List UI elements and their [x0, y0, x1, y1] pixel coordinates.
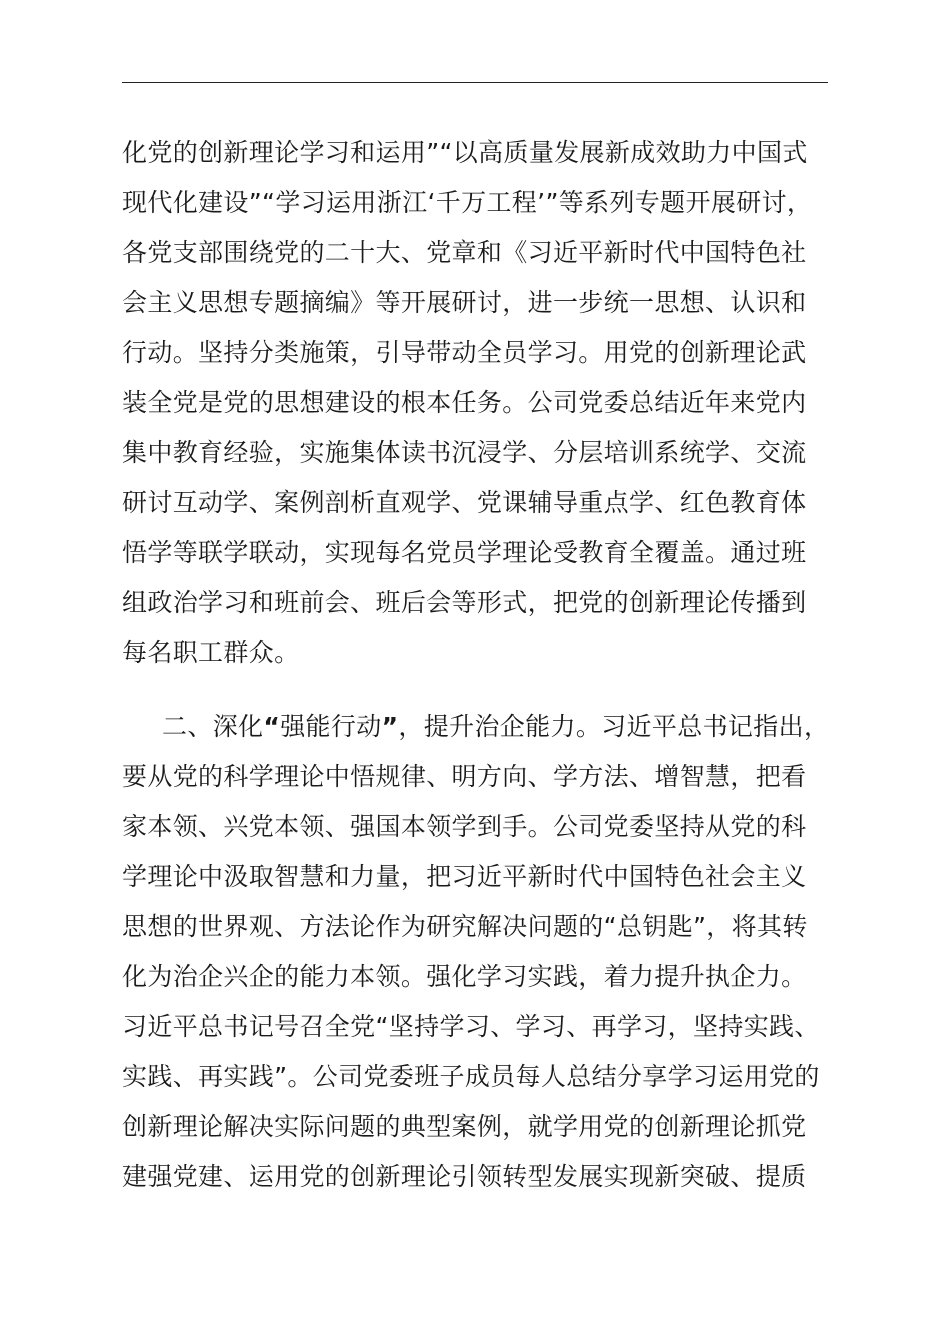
text-line: 集中教育经验，实施集体读书沉浸学、分层培训系统学、交流 — [122, 438, 807, 467]
heading-close-quote: ” — [381, 712, 399, 741]
text-line: 家本领、兴党本领、强国本领学到手。公司党委坚持从党的科 — [122, 812, 807, 841]
header-rule — [122, 82, 828, 83]
paragraph-spacer — [122, 678, 862, 702]
text-line: 建强党建、运用党的创新理论引领转型发展实现新突破、提质 — [122, 1162, 807, 1191]
text-line: 行动。坚持分类施策，引导带动全员学习。用党的创新理论武 — [122, 338, 807, 367]
text-line: 组政治学习和班前会、班后会等形式，把党的创新理论传播到 — [122, 588, 807, 617]
text-line: 每名职工群众。 — [122, 638, 300, 667]
text-line: 装全党是党的思想建设的根本任务。公司党委总结近年来党内 — [122, 388, 807, 417]
text-line: 习近平总书记号召全党“坚持学习、学习、再学习，坚持实践、 — [122, 1012, 820, 1041]
text-line: 悟学等联学联动，实现每名党员学理论受教育全覆盖。通过班 — [122, 538, 807, 567]
text-line: 实践、再实践”。公司党委班子成员每人总结分享学习运用党的 — [122, 1062, 820, 1091]
text-line: 学理论中汲取智慧和力量，把习近平新时代中国特色社会主义 — [122, 862, 807, 891]
text-line: 各党支部围绕党的二十大、党章和《习近平新时代中国特色社 — [122, 238, 807, 267]
heading-suffix: ，提升治企能力。习近平总书记指出， — [398, 712, 830, 741]
text-line: 化为治企兴企的能力本领。强化学习实践，着力提升执企力。 — [122, 962, 807, 991]
heading-open-quote: “ — [263, 712, 281, 741]
text-line: 创新理论解决实际问题的典型案例，就学用党的创新理论抓党 — [122, 1112, 807, 1141]
text-line: 化党的创新理论学习和运用”“以高质量发展新成效助力中国式 — [122, 138, 808, 167]
text-line: 现代化建设”“学习运用浙江‘千万工程’”等系列专题开展研讨， — [122, 188, 813, 217]
section-heading-line — [122, 702, 862, 752]
heading-prefix: 二、深化 — [162, 712, 264, 741]
document-body — [122, 128, 862, 1202]
text-line: 会主义思想专题摘编》等开展研讨，进一步统一思想、认识和 — [122, 288, 807, 317]
heading-keyword: 强能行动 — [280, 712, 382, 741]
text-line: 要从党的科学理论中悟规律、明方向、学方法、增智慧，把看 — [122, 762, 807, 791]
text-line: 研讨互动学、案例剖析直观学、党课辅导重点学、红色教育体 — [122, 488, 807, 517]
text-line: 思想的世界观、方法论作为研究解决问题的“总钥匙”，将其转 — [122, 912, 808, 941]
paragraph-1 — [122, 128, 862, 678]
paragraph-2 — [122, 702, 862, 1202]
